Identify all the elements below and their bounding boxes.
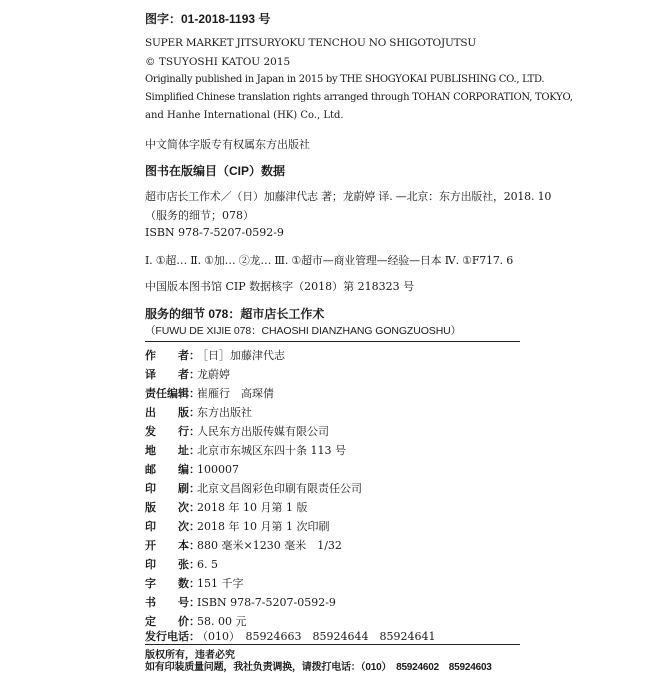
cip-number: 中国版本图书馆 CIP 数据核字（2018）第 218323 号: [145, 280, 415, 293]
copyright-line-3: Originally published in Japan in 2015 by THE SHOGYOKAI PUBLISHING CO., LTD.: [145, 74, 545, 85]
detail-isbn: [145, 594, 336, 610]
detail-value: 人民东方出版传媒有限公司: [197, 425, 329, 438]
copyright-line-4: Simplified Chinese translation rights arranged through TOHAN CORPORATION, TOKYO,: [145, 92, 573, 103]
detail-value: 北京市东城区东四十条 113 号: [197, 444, 346, 457]
detail-value: ISBN 978-7-5207-0592-9: [197, 596, 336, 609]
detail-key: 开 本：: [145, 540, 200, 552]
detail-word-count: [145, 575, 244, 591]
detail-value: 北京文昌阁彩色印刷有限责任公司: [197, 482, 362, 495]
detail-key: 出 版：: [145, 407, 200, 419]
detail-postcode: [145, 461, 239, 477]
detail-key: 译 者：: [145, 369, 200, 381]
detail-distributor: [145, 423, 329, 439]
detail-phone: [145, 628, 435, 644]
copyright-notice: 版权所有，违者必究: [145, 650, 235, 661]
detail-key: 地 址：: [145, 445, 200, 457]
detail-editors: [145, 385, 274, 401]
detail-key: 发 行：: [145, 426, 200, 438]
cip-line-2: （服务的细节；078）: [145, 209, 254, 222]
detail-key: 版 次：: [145, 502, 200, 514]
detail-key: 邮 编：: [145, 464, 200, 476]
detail-value: 2018 年 10 月第 1 次印刷: [197, 520, 330, 533]
detail-key: 发行电话：: [145, 631, 200, 643]
detail-value: ［日］加藤津代志: [197, 349, 285, 362]
copyright-line-2: © TSUYOSHI KATOU 2015: [145, 56, 291, 68]
book-title: 服务的细节 078：超市店长工作术: [145, 307, 325, 321]
detail-key: 字 数：: [145, 578, 200, 590]
cip-line-3: ISBN 978-7-5207-0592-9: [145, 226, 284, 239]
cip-heading: 图书在版编目（CIP）数据: [145, 164, 286, 178]
detail-value: 880 毫米×1230 毫米 1/32: [197, 539, 342, 552]
detail-sheets: [145, 556, 218, 572]
detail-printer: [145, 480, 362, 496]
detail-translator: [145, 366, 230, 382]
detail-value: 东方出版社: [197, 406, 252, 419]
license-number: 图字：01-2018-1193 号: [145, 12, 271, 26]
detail-value: 151 千字: [197, 577, 244, 590]
detail-author: [145, 347, 285, 363]
detail-key: 作 者：: [145, 350, 200, 362]
detail-price: [145, 613, 246, 629]
detail-publisher: [145, 404, 252, 420]
detail-value: 崔雁行 高琛倩: [197, 387, 274, 400]
rule-bottom: [145, 644, 520, 645]
detail-edition: [145, 499, 307, 515]
cip-line-1: 超市店长工作术／（日）加藤津代志 著；龙蔚婷 译. —北京：东方出版社，2018. 10: [145, 190, 552, 203]
detail-key: 定 价：: [145, 616, 200, 628]
copyright-line-1: SUPER MARKET JITSURYOKU TENCHOU NO SHIGOTOJUTSU: [145, 37, 477, 49]
detail-key: 印 刷：: [145, 483, 200, 495]
detail-value: 2018 年 10 月第 1 版: [197, 501, 308, 514]
cip-classification: Ⅰ. ①超… Ⅱ. ①加… ②龙… Ⅲ. ①超市—商业管理—经验—日本 Ⅳ. ①F717. 6: [145, 254, 514, 267]
detail-value: 龙蔚婷: [197, 368, 230, 381]
detail-value: （010） 85924663 85924644 85924641: [197, 630, 436, 643]
copyright-line-5: and Hanhe International (HK) Co., Ltd.: [145, 110, 344, 121]
detail-printing: [145, 518, 329, 534]
detail-format: [145, 537, 342, 553]
book-title-pinyin: （FUWU DE XIJIE 078：CHAOSHI DIANZHANG GONGZUOSHU）: [145, 325, 462, 337]
detail-address: [145, 442, 346, 458]
detail-key: 责任编辑：: [145, 388, 200, 400]
detail-key: 书 号：: [145, 597, 200, 609]
detail-key: 印 次：: [145, 521, 200, 533]
detail-value: 6. 5: [197, 558, 218, 571]
detail-key: 印 张：: [145, 559, 200, 571]
quality-notice: 如有印装质量问题，我社负责调换，请拨打电话：（010） 85924602 85924603: [145, 662, 492, 673]
detail-value: 58. 00 元: [197, 615, 247, 628]
detail-value: 100007: [197, 463, 239, 476]
rights-statement: 中文简体字版专有权属东方出版社: [145, 138, 310, 151]
rule-top: [145, 341, 520, 342]
